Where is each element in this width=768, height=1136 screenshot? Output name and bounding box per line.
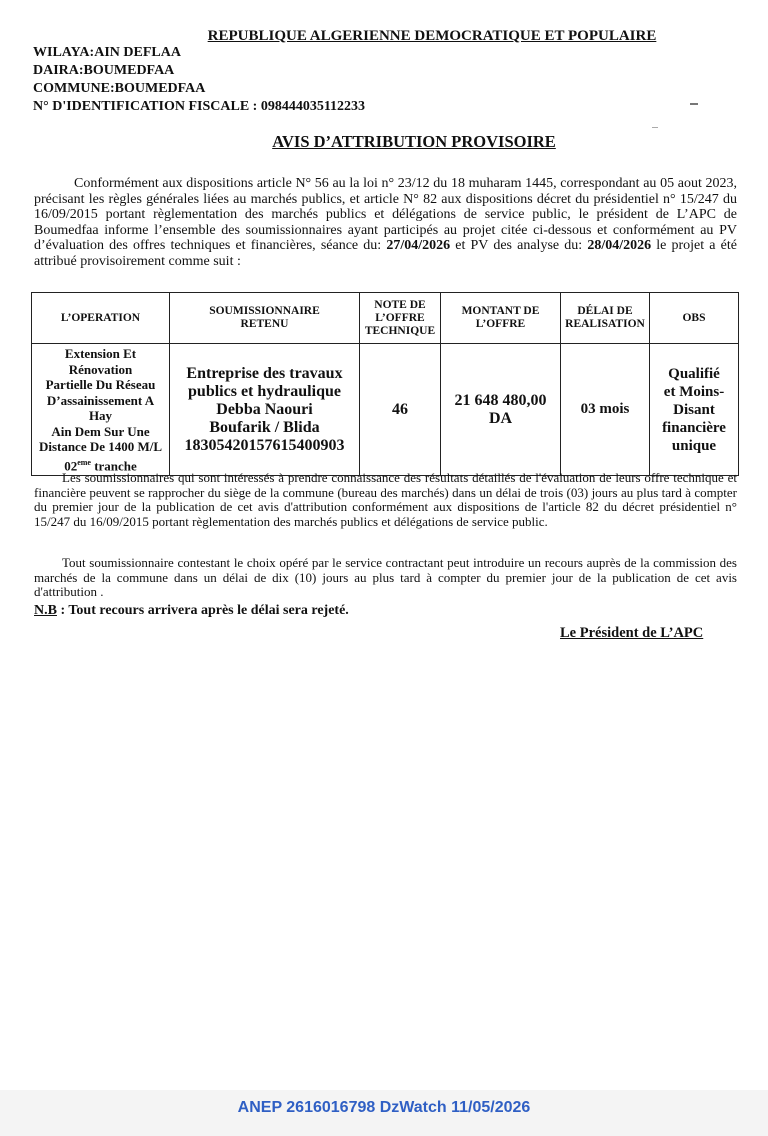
speck-mark — [652, 127, 658, 128]
notice-title: AVIS D’ATTRIBUTION PROVISOIRE — [272, 132, 556, 151]
col-note: NOTE DE L’OFFRE TECHNIQUE — [360, 293, 441, 344]
intro-paragraph — [34, 176, 737, 269]
intro-text: Conformément aux dispositions article N° 56 au la loi n° 23/12 du 18 muharam 1445, correspondant au 05 aout 2023, précisant les règles générales liées au marchés publics, et article N° 82 aux dispositions décret du présidentiel n° 15/247 du 16/09/2015 portant règlementation des marchés publics et délégations de service public, le président de L’APC de Boumedfaa informe l’ensemble des soumissionnaires ayant participés au projet citée ci-dessous et conformément au PV d’évaluation des offres techniques et financières, séance du: — [34, 176, 737, 253]
cell-delai: 03 mois — [561, 344, 650, 476]
nb-label: N.B — [34, 603, 57, 618]
nb-line — [34, 603, 349, 619]
col-soumissionnaire: SOUMISSIONNAIRE RETENU — [170, 293, 360, 344]
col-delai: DÉLAI DE REALISATION — [561, 293, 650, 344]
footer-watermark: ANEP 2616016798 DzWatch 11/05/2026 — [237, 1099, 531, 1116]
intro-mid: et PV des analyse du: — [450, 238, 588, 253]
commune-line: COMMUNE:BOUMEDFAA — [33, 81, 206, 96]
cell-obs: Qualifié et Moins- Disant financière unique — [650, 344, 739, 476]
attribution-table — [31, 292, 739, 476]
nb-text: : Tout recours arrivera après le délai sera rejeté. — [56, 603, 349, 618]
col-montant: MONTANT DE L’OFFRE — [441, 293, 561, 344]
daira-line: DAIRA:BOUMEDFAA — [33, 63, 175, 78]
table-header-row — [32, 293, 739, 344]
speck-mark — [690, 103, 698, 105]
recourse-paragraph: Tout soumissionnaire contestant le choix opéré par le service contractant peut introduire un recours auprès de la commission des marchés de la commune dans un délai de dix (10) jours au plus tard à compter du premier jour de la publication de cet avis d'attribution . — [34, 555, 737, 599]
cell-operation: Extension Et Rénovation Partielle Du Réseau D’assainissement A Hay Ain Dem Sur Une Distance De 1400 M/L 02eme tranche — [32, 344, 170, 476]
cell-soumissionnaire: Entreprise des travaux publics et hydraulique Debba Naouri Boufarik / Blida 18305420157615400903 — [170, 344, 360, 476]
col-obs: OBS — [650, 293, 739, 344]
republic-heading: REPUBLIQUE ALGERIENNE DEMOCRATIQUE ET POPULAIRE — [207, 28, 657, 44]
wilaya-line: WILAYA:AIN DEFLAA — [33, 45, 181, 60]
col-operation: L’OPERATION — [32, 293, 170, 344]
intro-end: le projet a été attribué provisoirement comme suit : — [34, 238, 737, 269]
cell-note: 46 — [360, 344, 441, 476]
cell-montant: 21 648 480,00 DA — [441, 344, 561, 476]
analysis-date: 28/04/2026 — [587, 238, 652, 253]
session-date: 27/04/2026 — [386, 238, 451, 253]
signature-line: Le Président de L’APC — [560, 625, 704, 641]
table-row — [32, 344, 739, 476]
fiscal-id-line: N° D'IDENTIFICATION FISCALE : 098444035112233 — [33, 99, 366, 114]
info-paragraph: Les soumissionnaires qui sont intéressés à prendre connaissance des résultats détaillés de l'évaluation de leurs offre technique et financière peuvent se rapprocher du siège de la commune (bureau des marchés) dans un délai de trois (03) jours au plus tard à compter du premier jour de la publication de cet avis d'attribution conformément aux dispositions de l'article 82 du décret présidentiel n° 15/247 du 16/09/2015 portant règlementation des marchés publics et délégations de service public. — [34, 470, 737, 529]
